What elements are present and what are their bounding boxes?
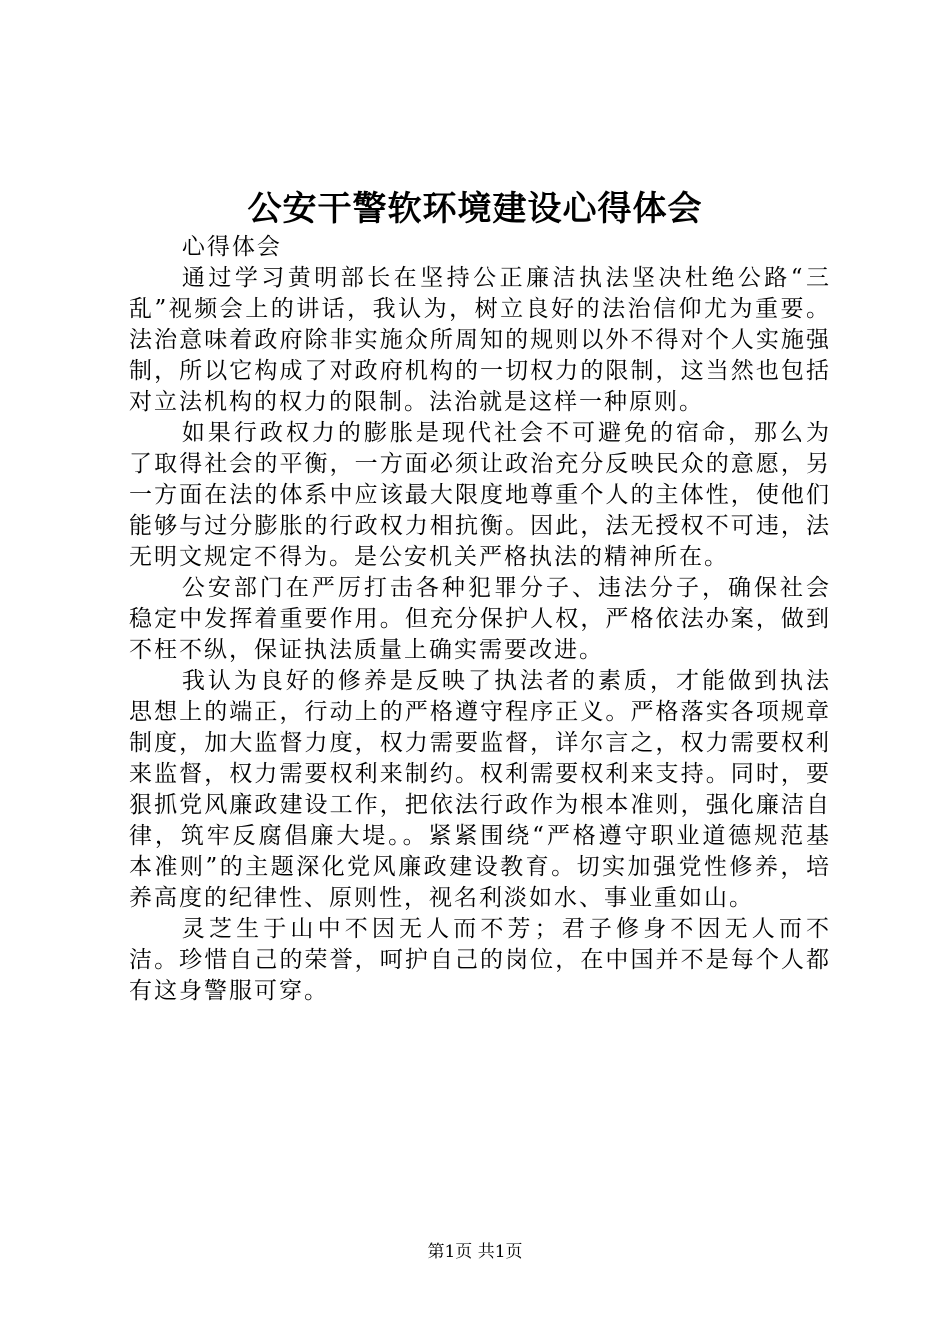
paragraph: 灵芝生于山中不因无人而不芳；君子修身不因无人而不洁。珍惜自己的荣誉，呵护自己的岗位，在中国并不是每个人都有这身警服可穿。 (129, 916, 831, 1004)
paragraph-heading: 心得体会 (181, 234, 282, 260)
paragraph: 通过学习黄明部长在坚持公正廉洁执法坚决杜绝公路“三乱”视频会上的讲话，我认为，树立良好的法治信仰尤为重要。法治意味着政府除非实施众所周知的规则以外不得对个人实施强制，所以它构成了对政府机构的一切权力的限制，这当然也包括对立法机构的权力的限制。法治就是这样一种原则。 (129, 265, 831, 415)
page-number-footer: 第1页 共1页 (427, 1242, 523, 1262)
paragraph: 我认为良好的修养是反映了执法者的素质，才能做到执法思想上的端正，行动上的严格遵守程序正义。严格落实各项规章制度，加大监督力度，权力需要监督，详尔言之，权力需要权利来监督，权力需要权利来制约。权利需要权利来支持。同时，要狠抓党风廉政建设工作，把依法行政作为根本准则，强化廉洁自律，筑牢反腐倡廉大堤。。紧紧围绕“严格遵守职业道德规范基本准则”的主题深化党风廉政建设教育。切实加强党性修养，培养高度的纪律性、原则性，视名利淡如水、事业重如山。 (129, 668, 831, 911)
document-title: 公安干警软环境建设心得体会 (247, 189, 703, 229)
document-body (129, 232, 831, 1007)
paragraph: 公安部门在严厉打击各种犯罪分子、违法分子，确保社会稳定中发挥着重要作用。但充分保护人权，严格依法办案，做到不枉不纵，保证执法质量上确实需要改进。 (129, 575, 831, 663)
paragraph: 如果行政权力的膨胀是现代社会不可避免的宿命，那么为了取得社会的平衡，一方面必须让政治充分反映民众的意愿，另一方面在法的体系中应该最大限度地尊重个人的主体性，使他们能够与过分膨胀的行政权力相抗衡。因此，法无授权不可违，法无明文规定不得为。是公安机关严格执法的精神所在。 (129, 420, 831, 570)
